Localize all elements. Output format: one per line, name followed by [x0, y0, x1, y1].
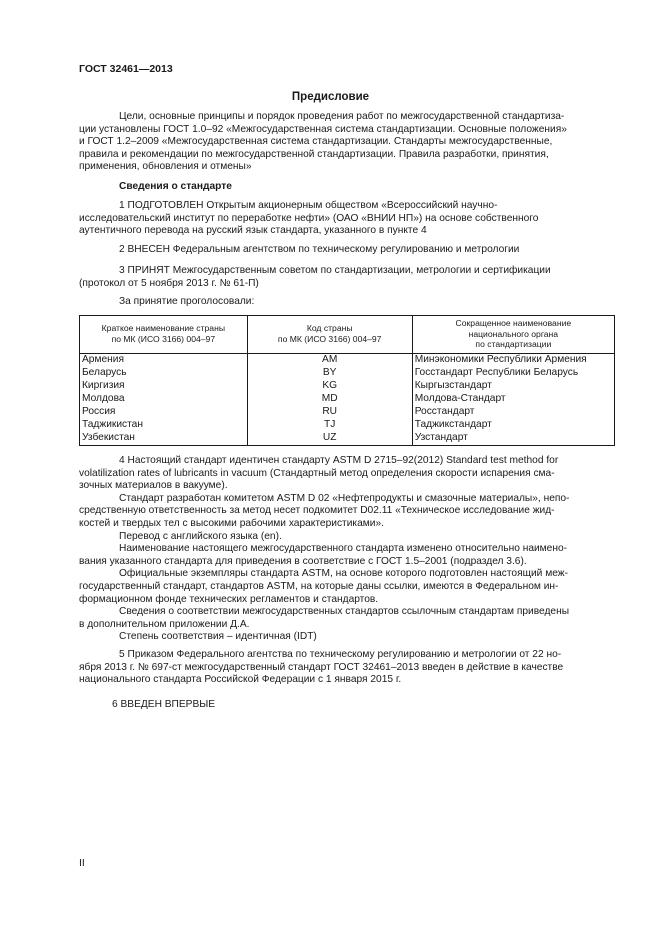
item-3-line: (протокол от 5 ноября 2013 г. № 61-П) [79, 277, 259, 289]
item-4-para [79, 531, 615, 544]
para-line: зочных материалов в вакууме). [79, 480, 228, 492]
cell-country: Таджикистан [80, 419, 248, 432]
header-line: Код страны [306, 323, 353, 334]
header-line: по МК (ИСО 3166) 004–97 [277, 333, 382, 344]
item-1-line: исследовательский институт по переработке нефти» (ОАО «ВНИИ НП») на основе собственного [79, 212, 539, 224]
voted-text: За принятие проголосовали: [119, 296, 255, 307]
cell-organ: Минэкономики Республики Армения [412, 353, 614, 367]
cell-code: RU [247, 406, 412, 419]
item-4-para [79, 568, 615, 606]
item-6 [79, 699, 615, 712]
header-line: по МК (ИСО 3166) 004–97 [111, 333, 216, 344]
document-header: ГОСТ 32461—2013 [79, 63, 173, 75]
item-2 [79, 244, 615, 257]
cell-organ: Таджикстандарт [412, 419, 614, 432]
cell-code: KG [247, 380, 412, 393]
table-row [80, 353, 615, 367]
voted-label [79, 296, 615, 309]
para-line: volatilization rates of lubricants in vacuum (Стандартный метод определения скорости испарения сма- [79, 467, 555, 479]
table-row [80, 380, 615, 393]
cell-country: Узбекистан [80, 432, 248, 446]
para-line: формационном фонде технических регламентов и стандартов. [79, 593, 379, 605]
para-line: Степень соответствия – идентичная (IDT) [119, 631, 317, 643]
cell-organ: Госстандарт Республики Беларусь [412, 367, 614, 380]
table-row [80, 393, 615, 406]
cell-organ: Росстандарт [412, 406, 614, 419]
cell-organ: Кыргызстандарт [412, 380, 614, 393]
table-row [80, 406, 615, 419]
para-line: Сведения о соответствии межгосударственных стандартов ссылочным стандартам приведены [119, 606, 570, 618]
item-2-line: 2 ВНЕСЕН Федеральным агентством по техническому регулированию и метрологии [119, 244, 520, 255]
item-4-para [79, 631, 615, 644]
page-number: II [79, 857, 85, 869]
item-3 [79, 265, 615, 290]
cell-country: Киргизия [80, 380, 248, 393]
intro-line: и ГОСТ 1.2–2009 «Межгосударственная система стандартизации. Стандарты межгосударственные, [79, 136, 553, 148]
table-row [80, 367, 615, 380]
item-4-para [79, 455, 615, 493]
table-header-row [80, 316, 615, 354]
cell-organ: Узстандарт [412, 432, 614, 446]
para-line: Наименование настоящего межгосударственного стандарта изменено относительно наимено- [119, 543, 568, 555]
intro-line: правила и рекомендации по межгосударственной стандартизации. Правила разработки, принятия, [79, 148, 549, 160]
para-line: костей и твердых тел с высокими рабочими характеристиками». [79, 517, 384, 529]
header-line: Сокращенное наименование [455, 318, 572, 328]
item-4 [79, 455, 615, 644]
para-line: 4 Настоящий стандарт идентичен стандарту ASTM D 2715–92(2012) Standard test method for [119, 455, 559, 466]
item-5 [79, 649, 615, 687]
item-5-line: национального стандарта Российской Федерации с 1 января 2015 г. [79, 674, 402, 686]
countries-table [79, 315, 615, 446]
section-title: Сведения о стандарте [119, 181, 232, 192]
para-line: Стандарт разработан комитетом ASTM D 02 «Нефтепродукты и смазочные материалы», непо- [119, 492, 570, 504]
page-title: Предисловие [291, 91, 370, 103]
item-1-line: аутентичного перевода на русский язык стандарта, указанного в пункте 4 [79, 225, 427, 237]
item-3-line: 3 ПРИНЯТ Межгосударственным советом по стандартизации, метрологии и сертификации [119, 265, 551, 276]
header-code [247, 316, 412, 354]
para-line: вания указанного стандарта для приведения в соответствие с ГОСТ 1.5–2001 (подраздел 3.6). [79, 555, 527, 567]
item-4-para [79, 543, 615, 568]
item-4-para [79, 493, 615, 531]
cell-code: TJ [247, 419, 412, 432]
para-line: в дополнительном приложении Д.А. [79, 618, 250, 630]
para-line: Перевод с английского языка (en). [119, 530, 282, 542]
header-line: национального органа [468, 328, 559, 339]
para-line: Официальные экземпляры стандарта ASTM, на основе которого подготовлен настоящий меж- [119, 568, 568, 580]
header-country [80, 316, 248, 354]
item-1 [79, 200, 615, 238]
item-5-line: 5 Приказом Федерального агентства по техническому регулированию и метрологии от 22 но- [119, 649, 562, 660]
cell-country: Армения [80, 353, 248, 367]
table-row [80, 432, 615, 446]
cell-code: UZ [247, 432, 412, 446]
cell-code: MD [247, 393, 412, 406]
header-line: Краткое наименование страны [101, 323, 226, 334]
item-5-line: ября 2013 г. № 697-ст межгосударственный стандарт ГОСТ 32461–2013 введен в действие в качестве [79, 661, 564, 673]
intro-line: применения, обновления и отмены» [79, 161, 252, 173]
item-4-para [79, 606, 615, 631]
intro-line: ции установлены ГОСТ 1.0–92 «Межгосударственная система стандартизации. Основные положения» [79, 123, 567, 135]
para-line: средственную ответственность за метод несет подкомитет D02.11 «Техническое исследование жид- [79, 505, 555, 517]
header-line: по стандартизации [475, 339, 552, 349]
cell-country: Беларусь [80, 367, 248, 380]
para-line: государственный стандарт, стандартов ASTM, на которые даны ссылки, имеются в Федеральном ин- [79, 580, 559, 592]
cell-code: BY [247, 367, 412, 380]
intro-line: Цели, основные принципы и порядок проведения работ по межгосударственной стандартиза- [119, 111, 565, 122]
item-1-line: 1 ПОДГОТОВЛЕН Открытым акционерным обществом «Всероссийский научно- [119, 200, 498, 211]
cell-country: Россия [80, 406, 248, 419]
header-organ [412, 316, 614, 354]
table-row [80, 419, 615, 432]
item-6-line: 6 ВВЕДЕН ВПЕРВЫЕ [112, 699, 216, 710]
cell-organ: Молдова-Стандарт [412, 393, 614, 406]
intro-paragraph [79, 111, 615, 174]
cell-code: AM [247, 353, 412, 367]
cell-country: Молдова [80, 393, 248, 406]
